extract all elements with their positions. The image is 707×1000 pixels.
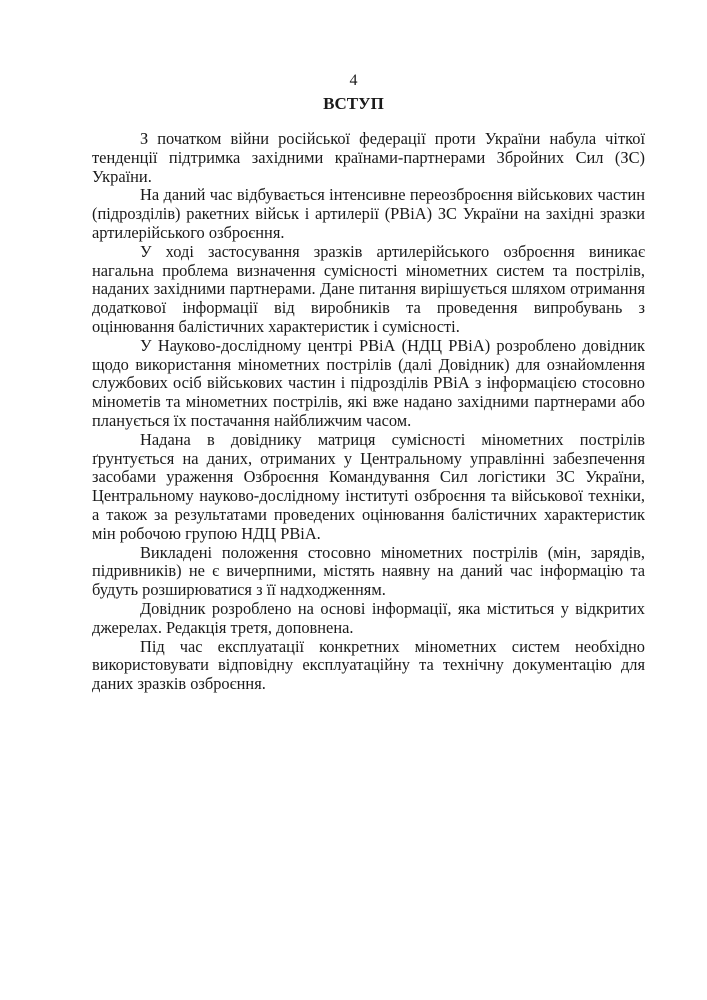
paragraph-line: ґрунтується на даних, отриманих у Центральному управлінні забезпечення bbox=[92, 448, 645, 468]
paragraph-line: України. bbox=[92, 166, 152, 186]
paragraph-line: У ході застосування зразків артилерійського озброєння виникає bbox=[140, 241, 645, 261]
paragraph-line: Надана в довіднику матриця сумісності мінометних пострілів bbox=[140, 429, 645, 449]
paragraph-line: Довідник розроблено на основі інформації, яка міститься у відкритих bbox=[140, 598, 645, 618]
paragraph bbox=[92, 544, 645, 600]
paragraph bbox=[92, 243, 645, 337]
paragraph-line: (підрозділів) ракетних військ і артилерії (РВіА) ЗС України на західні зразки bbox=[92, 204, 645, 224]
paragraph-line: планується їх постачання найближчим часом. bbox=[92, 410, 412, 430]
document-body bbox=[92, 130, 645, 694]
paragraph-line: тенденції підтримка західними країнами-партнерами Збройних Сил (ЗС) bbox=[92, 147, 645, 167]
paragraph-line: У Науково-дослідному центрі РВіА (НДЦ РВіА) розроблено довідник bbox=[140, 335, 645, 355]
paragraph-line: даних зразків озброєння. bbox=[92, 674, 266, 694]
paragraph-line: джерелах. Редакція третя, доповнена. bbox=[92, 617, 354, 637]
paragraph bbox=[92, 600, 645, 638]
paragraph-line: щодо використання мінометних пострілів (далі Довідник) для ознайомлення bbox=[92, 354, 645, 374]
paragraph-line: З початком війни російської федерації проти України набула чіткої bbox=[140, 129, 645, 148]
paragraph-line: Під час експлуатації конкретних мінометних систем необхідно bbox=[140, 636, 645, 656]
paragraph bbox=[92, 337, 645, 431]
paragraph bbox=[92, 638, 645, 694]
paragraph-line: На даний час відбувається інтенсивне переозброєння військових частин bbox=[140, 185, 645, 205]
paragraph bbox=[92, 431, 645, 544]
paragraph-line: Викладені положення стосовно мінометних пострілів (мін, зарядів, bbox=[140, 542, 645, 562]
paragraph-line: додаткової інформації від виробників та проведення випробувань з bbox=[92, 298, 645, 318]
paragraph-line: артилерійського озброєння. bbox=[92, 222, 285, 242]
paragraph-line: нагальна проблема визначення сумісності мінометних систем та пострілів, bbox=[92, 260, 645, 280]
paragraph-line: службових осіб військових частин і підрозділів РВіА з інформацією стосовно bbox=[92, 373, 645, 393]
paragraph-line: підривників) не є вичерпними, містять наявну на даний час інформацію та bbox=[92, 561, 645, 581]
paragraph-line: оцінювання балістичних характеристик і сумісності. bbox=[92, 316, 460, 336]
page-number: 4 bbox=[349, 72, 358, 89]
paragraph-line: наданих західними партнерами. Дане питання вирішується шляхом отримання bbox=[92, 279, 645, 299]
section-title: ВСТУП bbox=[323, 94, 384, 113]
paragraph-line: використовувати відповідну експлуатаційну та технічну документацію для bbox=[92, 655, 645, 675]
paragraph-line: а також за результатами проведених оцінювання балістичних характеристик bbox=[92, 504, 645, 524]
paragraph-line: будуть розширюватися з її надходженням. bbox=[92, 580, 386, 600]
paragraph-line: засобами ураження Озброєння Командування Сил логістики ЗС України, bbox=[92, 467, 645, 487]
paragraph-line: мін робочою групою НДЦ РВіА. bbox=[92, 523, 321, 543]
paragraph bbox=[92, 130, 645, 186]
paragraph-line: мінометів та мінометних пострілів, які вже надано західними партнерами або bbox=[92, 392, 645, 412]
paragraph-line: Центральному науково-дослідному інституті озброєння та військової техніки, bbox=[92, 486, 645, 506]
paragraph bbox=[92, 186, 645, 242]
